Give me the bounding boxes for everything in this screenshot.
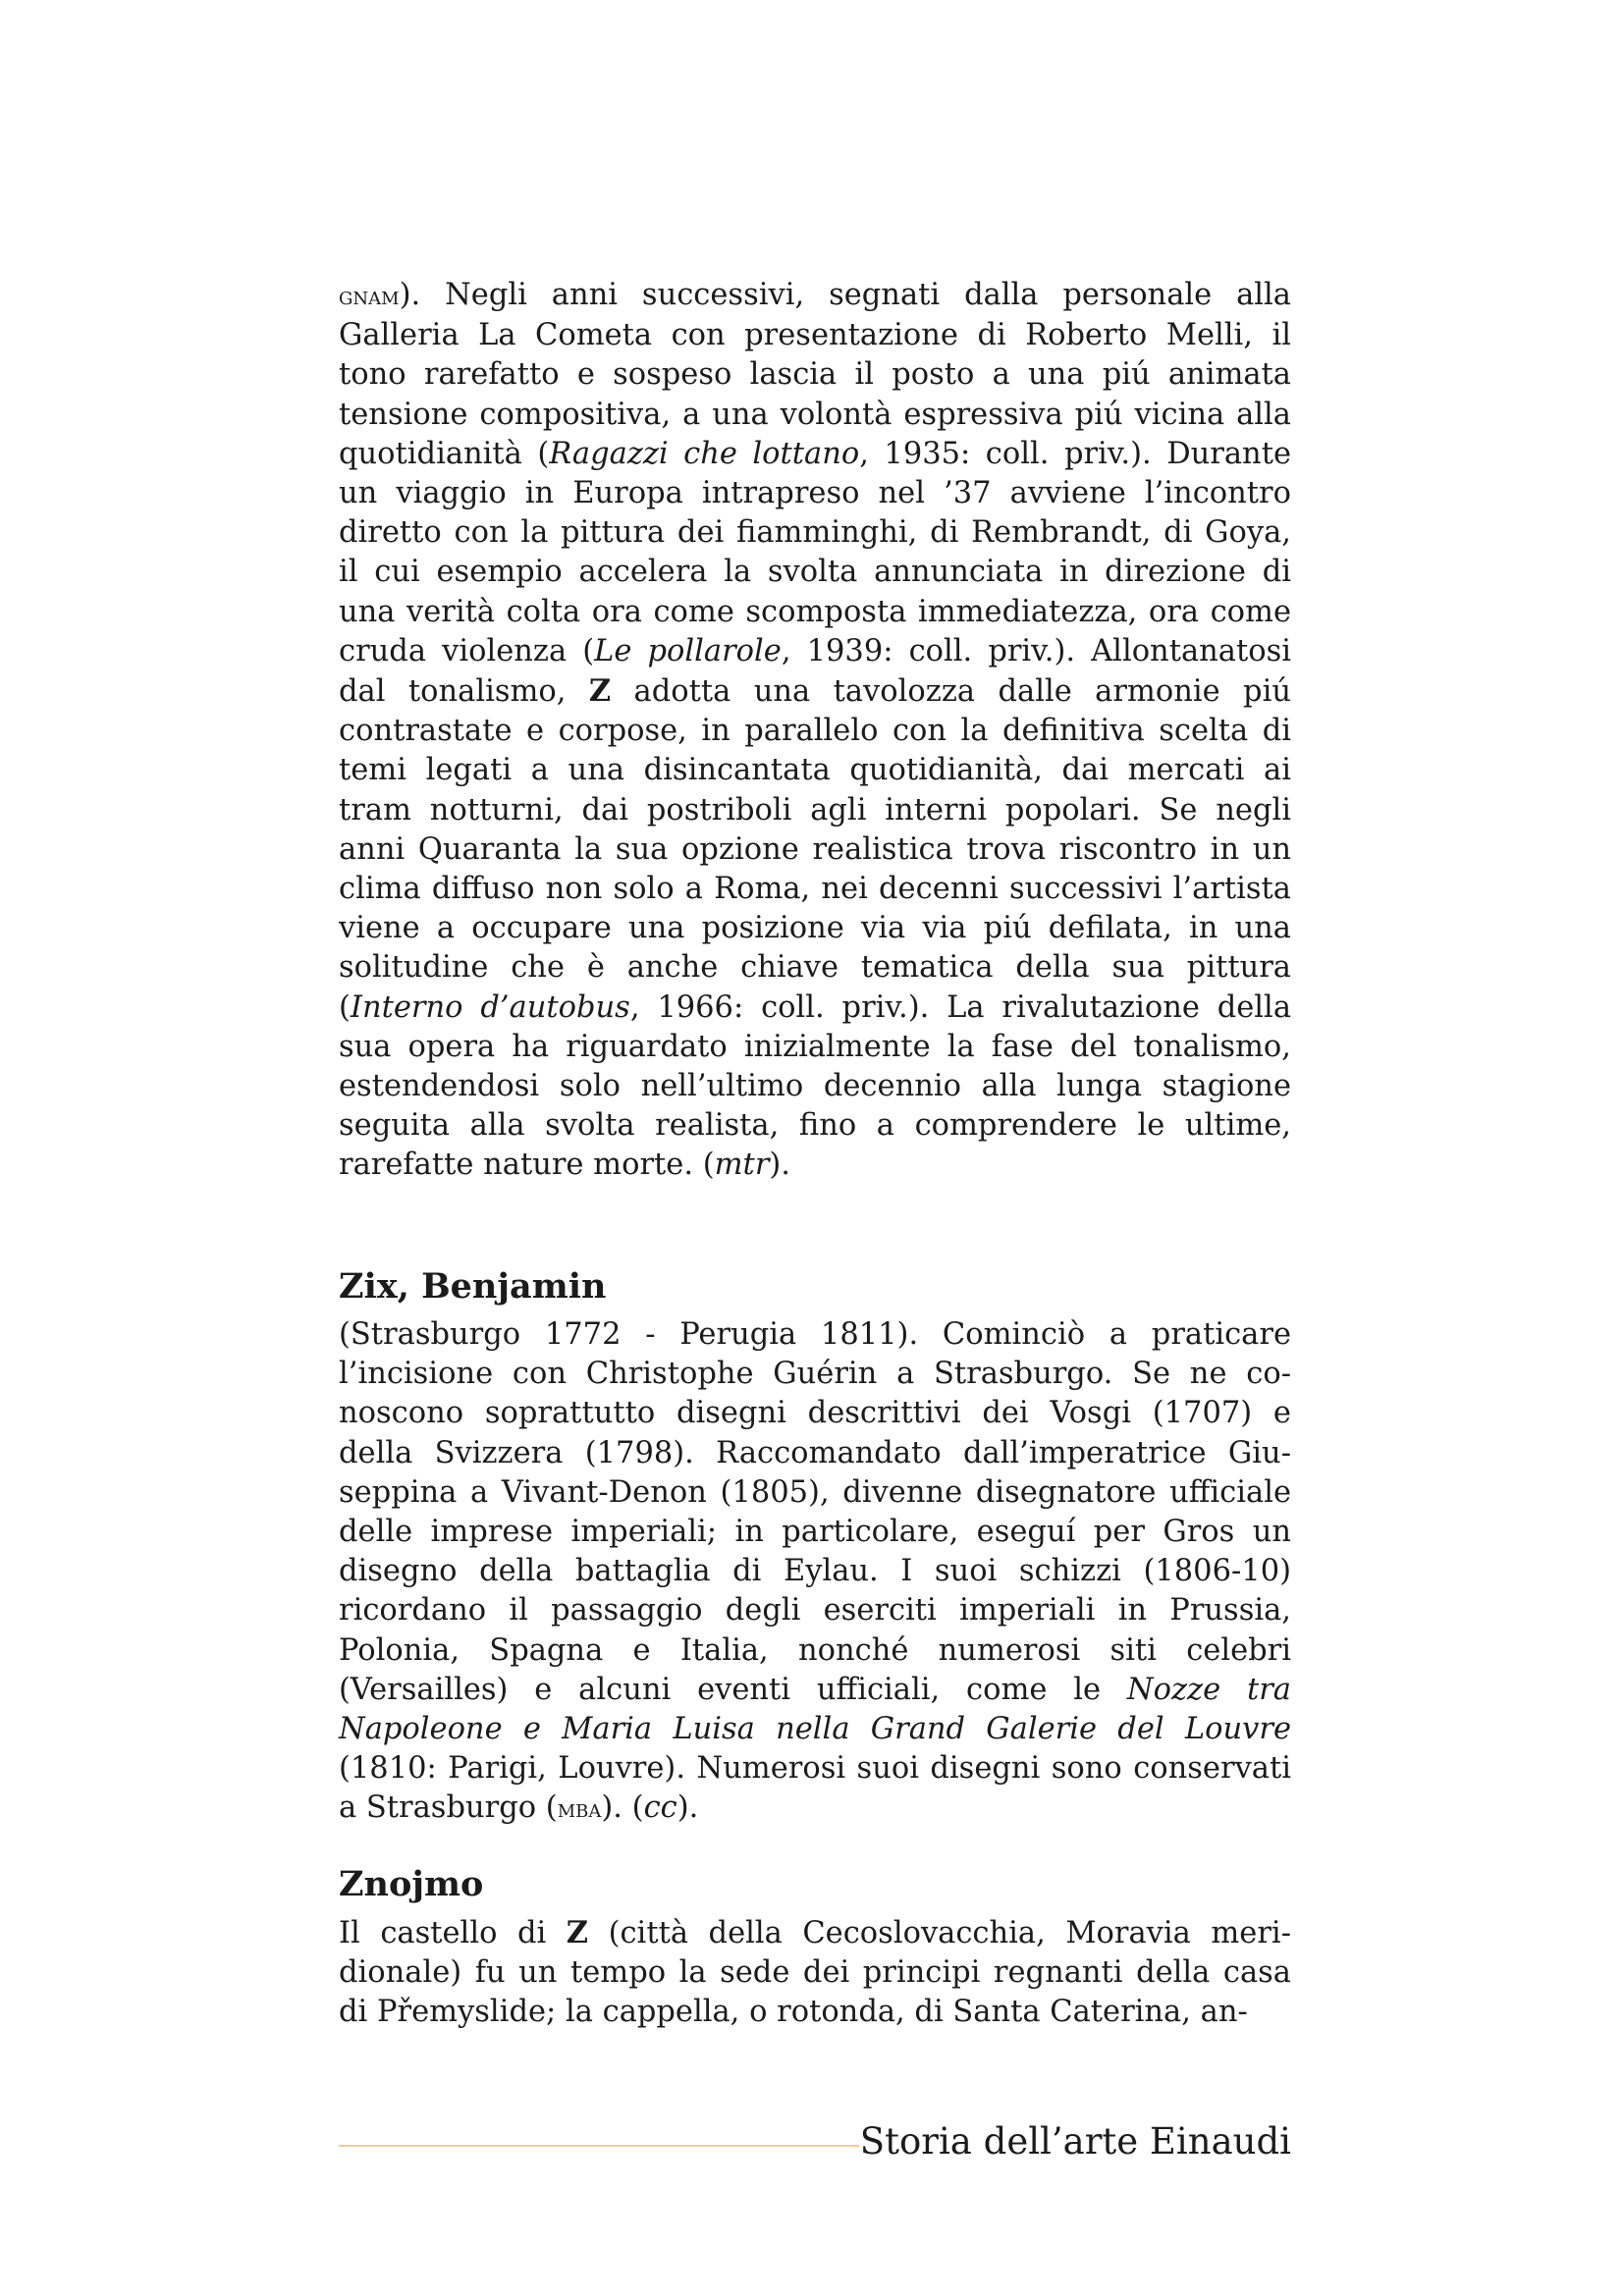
abbreviation-gnam: gnam [339, 282, 400, 311]
entry-znojmo-paragraph: Il castello di Z (città della Cecoslovacchia, Moravia meridionale) fu un tempo la sede dei principi regnanti della casa di Přemyslide; la cappella, o rotonda, di Santa Caterina, an- [339, 1915, 1291, 2030]
artwork-title: Le pollarole [594, 633, 782, 668]
author-initials: cc [643, 1790, 677, 1826]
entry-zuccheri-paragraph: gnam). Negli anni successivi, segnati dalla personale alla Galleria La Cometa con presentazione di Roberto Melli, il tono rarefatto e sospeso lascia il posto a una piú animata tensione compositiva, a una volontà espressiva piú vicina alla quotidianità (Ragazzi che lottano, 1935: coll. priv.). Durante un viaggio in Europa intrapreso nel ’37 avviene l’incontro diretto con la pittura dei fiamminghi, di Rembrandt, di Goya, il cui esempio accelera la svolta annunciata in direzione di una verità colta ora come scomposta immediatezza, ora come cruda violenza (Le pollarole, 1939: coll. priv.). Allontanatosi dal tonalismo, Z adotta una tavolozza dalle armonie piú contrastate e corpose, in parallelo con la definitiva scelta di temi legati a una disincantata quotidianità, dai mercati ai tram notturni, dai postriboli agli interni popolari. Se negli anni Quaranta la sua opzione realistica trova riscontro in un clima diffuso non solo a Roma, nei decenni successivi l’artista viene a occupare una posizione via via piú defilata, in una solitudine che è anche chiave tematica della sua pittura (Interno d’autobus, 1966: coll. priv.). La rivalutazione della sua opera ha riguardato inizialmente la fase del tonalismo, estendendosi solo nell’ultimo decennio alla lunga stagione seguita alla svolta realista, fino a comprendere le ultime, rarefatte nature morte. (mtr). [339, 278, 1292, 1183]
entry-title-znojmo: Znojmo [339, 1864, 484, 1904]
artwork-title: Ragazzi che lottano [549, 436, 860, 471]
entry-zix-body [339, 1315, 1291, 1830]
footer-label: Storia dell’arte Einaudi [859, 2120, 1291, 2163]
artwork-title: Nozze tra Napoleone e Maria Luisa nella Grand Galerie del Louvre [339, 1672, 1291, 1747]
entry-title-zix: Zix, Benjamin [339, 1266, 607, 1307]
subject-initial: Z [588, 673, 612, 710]
artwork-title: Interno d’autobus [350, 989, 630, 1025]
entry-zix-paragraph: (Strasburgo 1772 - Perugia 1811). Cominciò a praticare l’incisione con Christophe Guérin a Strasburgo. Se ne conoscono soprattutto disegni descrittivi dei Vosgi (1707) e della Svizzera (1798). Raccomandato dall’imperatrice Giuseppina a Vivant-Denon (1805), divenne disegnatore ufficiale delle imprese imperiali; in particolare, eseguí per Gros un disegno della battaglia di Eylau. I suoi schizzi (1806-10) ricordano il passaggio degli eserciti imperiali in Prussia, Polonia, Spagna e Italia, nonché numerosi siti celebri (Versailles) e alcuni eventi ufficiali, come le Nozze tra Napoleone e Maria Luisa nella Grand Galerie del Louvre (1810: Parigi, Louvre). Numerosi suoi disegni sono conservati a Strasburgo (mba). (cc). [339, 1317, 1291, 1826]
footer-rule [339, 2145, 859, 2147]
entry-znojmo-body [339, 1913, 1291, 2033]
subject-initial: Z [566, 1915, 589, 1950]
abbreviation-mba: mba [557, 1794, 602, 1825]
author-initials: mtr [714, 1148, 770, 1183]
entry-zuccheri-body [339, 276, 1291, 1186]
